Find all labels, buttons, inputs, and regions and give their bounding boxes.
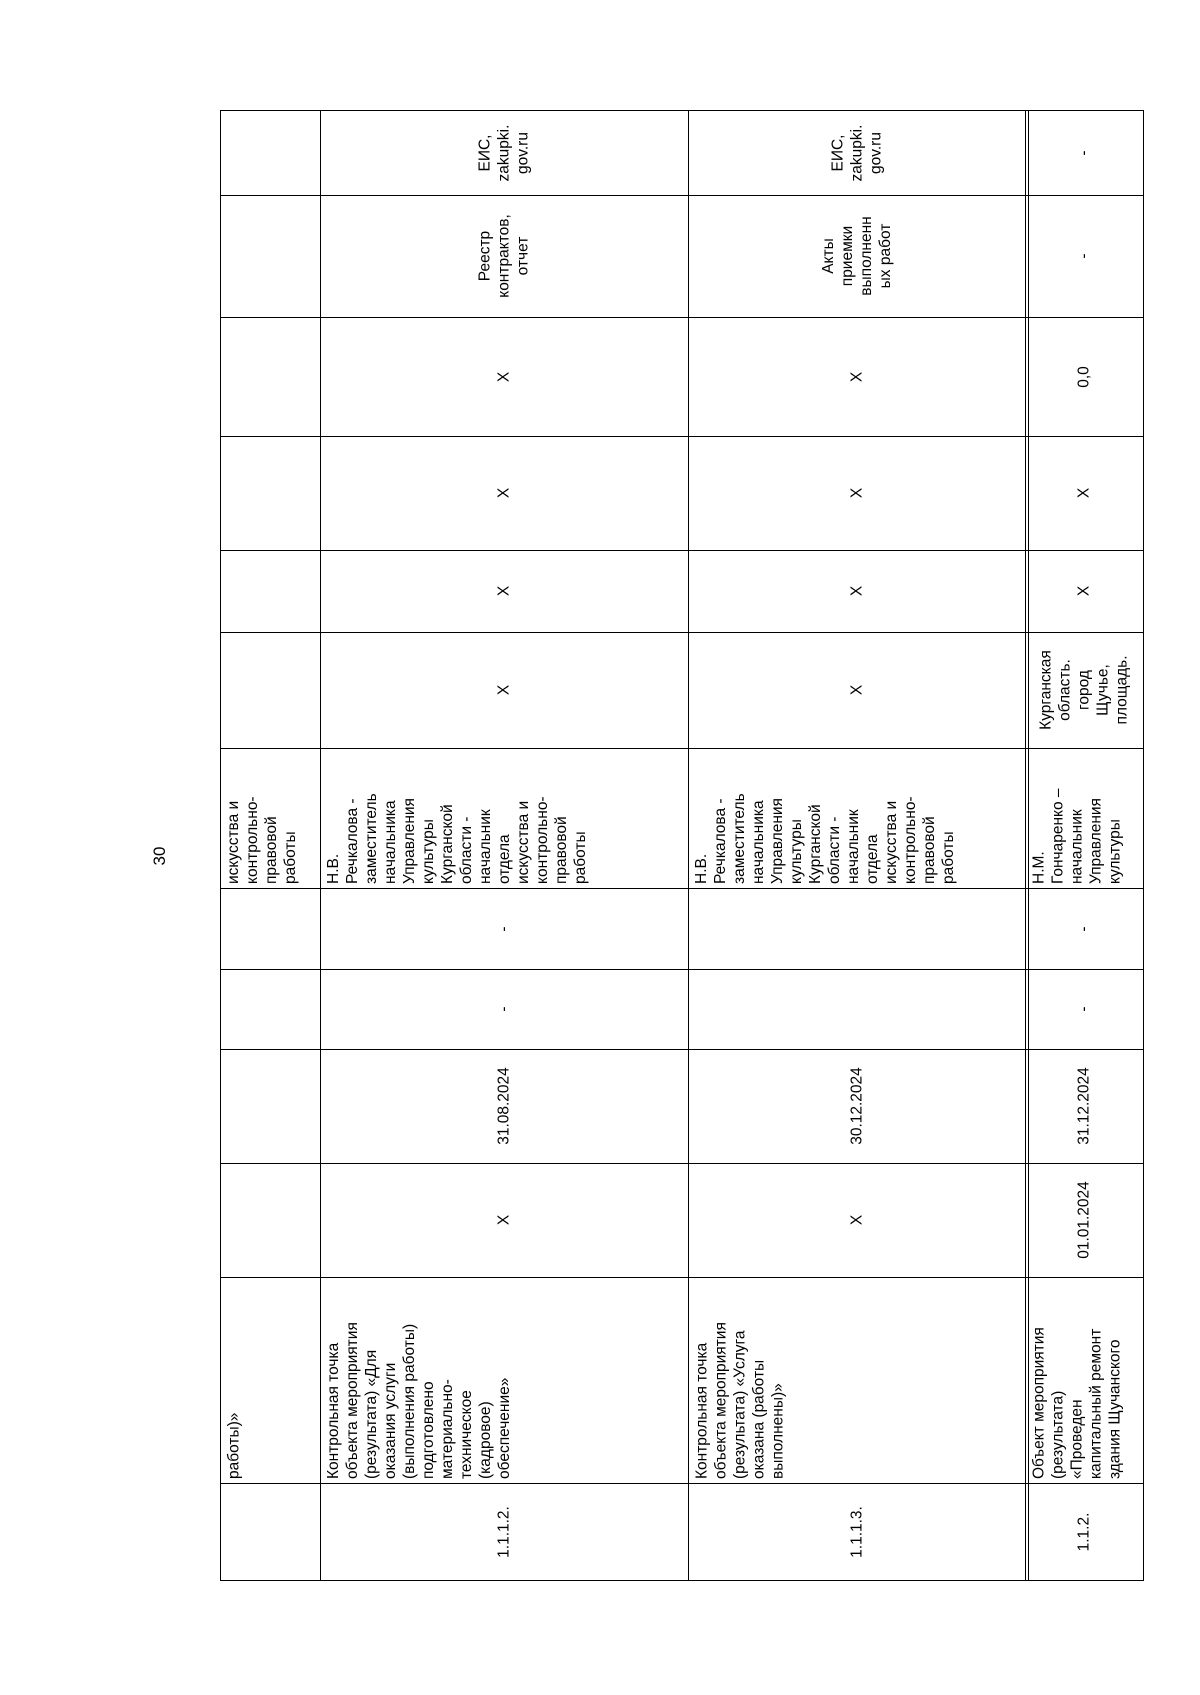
cell-text-line: выполнены)»	[769, 1383, 786, 1479]
cell-responsible	[688, 748, 1025, 888]
cell-document	[688, 195, 1025, 317]
cell-text-line: город	[1075, 670, 1093, 710]
cell-info-system	[1025, 110, 1143, 195]
cell-text-line: X	[848, 487, 865, 499]
cell-text-line: ЕИС,	[476, 134, 494, 171]
cell-text-line: площадь.	[1113, 655, 1131, 725]
cell-text-line: Н.В.	[693, 853, 710, 884]
cell-text-line: контрактов,	[495, 214, 513, 298]
cell-text-line: -	[495, 925, 513, 932]
cell-text-line: объекта мероприятия	[344, 1322, 361, 1479]
cell-text-line: 0,0	[1075, 365, 1093, 388]
cell-text-line: Управления	[769, 798, 786, 884]
cell-text-line: Курганская	[1037, 650, 1055, 730]
cell-text-line: приемки	[838, 225, 856, 287]
cell-text-line: Контрольная точка	[325, 1342, 342, 1479]
cell-text-line: 01.01.2024	[1075, 1181, 1093, 1259]
cell-text-line: материально-	[439, 1379, 456, 1479]
cell-amount	[1025, 317, 1143, 436]
cell-actual-end	[320, 888, 688, 969]
cell-text-line: zakupki.	[495, 124, 513, 181]
cell-number	[320, 1483, 688, 1580]
cell-col9	[1025, 436, 1143, 550]
cell-text-line: техническое	[458, 1390, 475, 1479]
cell-text-line: начальник	[845, 809, 862, 884]
cell-name	[1025, 1277, 1143, 1483]
cell-info-system	[688, 110, 1025, 195]
cell-text-line: 31.08.2024	[495, 1067, 513, 1145]
cell-text-line: работы)»	[225, 1412, 242, 1479]
cell-text-line: X	[495, 585, 513, 597]
cell-text-line: X	[848, 371, 865, 382]
cell-text-line: отдела	[864, 834, 881, 884]
cell-text-line: обеспечение»	[496, 1377, 513, 1479]
cell-text-line: -	[1075, 149, 1093, 156]
page-number: 30	[150, 846, 169, 866]
cell-col9	[320, 436, 688, 550]
cell-text-line: подготовлено	[420, 1381, 437, 1479]
cell-text-line: Акты	[819, 238, 837, 274]
cell-text-line: Объект мероприятия	[1030, 1327, 1047, 1479]
cell-text-line: (результата) «Для	[363, 1349, 380, 1479]
cell-text-line: культуры	[420, 819, 437, 884]
cell-amount	[688, 317, 1025, 436]
cell-document	[320, 195, 688, 317]
cell-responsible	[320, 748, 688, 888]
cell-end-date	[320, 1049, 688, 1163]
cell-text-line: 1.1.1.3.	[848, 1505, 865, 1558]
cell-text-line: X	[848, 585, 865, 597]
cell-text-line: X	[495, 684, 513, 696]
cell-text-line: -	[495, 1006, 513, 1012]
cell-text-line: контрольно-	[902, 796, 919, 884]
cell-location	[688, 632, 1025, 748]
cell-text-line: начальника	[382, 800, 399, 884]
cell-col8	[320, 550, 688, 632]
cell-responsible	[220, 748, 320, 888]
cell-text-line: Щучье,	[1094, 664, 1112, 716]
cell-text-line: искусства и	[515, 800, 532, 884]
cell-text-line: Гончаренко –	[1049, 788, 1066, 884]
cell-text-line: искусства и	[883, 800, 900, 884]
cell-text-line: начальника	[750, 800, 767, 884]
cell-name	[220, 1277, 320, 1483]
cell-text-line: культуры	[1106, 819, 1123, 884]
cell-text-line: zakupki.	[848, 124, 865, 181]
cell-text-line: Управления	[401, 798, 418, 884]
cell-text-line: контрольно-	[244, 796, 261, 884]
cell-text-line: Н.М.	[1030, 851, 1047, 884]
cell-text-line: заместитель	[731, 793, 748, 884]
cell-text-line: работы	[572, 831, 589, 884]
table-rule	[1143, 110, 1144, 1580]
cell-text-line: области -	[826, 816, 843, 884]
cell-text-line: капитальный ремонт	[1087, 1328, 1104, 1479]
cell-text-line: заместитель	[363, 793, 380, 884]
cell-responsible	[1025, 748, 1143, 888]
cell-start-date	[688, 1163, 1025, 1277]
cell-col8	[1025, 550, 1143, 632]
cell-text-line: Курганской	[807, 804, 824, 884]
table-rule	[220, 1580, 1144, 1581]
cell-number	[688, 1483, 1025, 1580]
cell-text-line: контрольно-	[534, 796, 551, 884]
cell-text-line: X	[495, 487, 513, 499]
cell-text-line: gov.ru	[514, 131, 532, 174]
cell-text-line: объекта мероприятия	[712, 1322, 729, 1479]
cell-text-line: работы	[940, 831, 957, 884]
cell-text-line: «Проведен	[1068, 1399, 1085, 1479]
cell-name	[320, 1277, 688, 1483]
cell-text-line: область.	[1056, 659, 1074, 721]
cell-start-date	[320, 1163, 688, 1277]
cell-text-line: оказана (работы	[750, 1359, 767, 1479]
cell-text-line: начальник	[477, 809, 494, 884]
cell-text-line: Курганской	[439, 804, 456, 884]
cell-text-line: X	[848, 684, 865, 696]
cell-info-system	[320, 110, 688, 195]
cell-text-line: (результата) «Услуга	[731, 1330, 748, 1479]
cell-text-line: Речкалова -	[344, 798, 361, 884]
cell-text-line: 31.12.2024	[1075, 1067, 1093, 1145]
cell-text-line: отчет	[514, 236, 532, 276]
cell-text-line: ЕИС,	[829, 134, 846, 171]
cell-text-line: культуры	[788, 819, 805, 884]
cell-text-line: правовой	[553, 816, 570, 884]
cell-text-line: Н.В.	[325, 853, 342, 884]
cell-location	[1025, 632, 1143, 748]
cell-end-date	[1025, 1049, 1143, 1163]
cell-text-line: (результата)	[1049, 1390, 1066, 1479]
cell-text-line: X	[1075, 487, 1093, 499]
cell-text-line: X	[848, 1214, 865, 1226]
cell-text-line: отдела	[496, 834, 513, 884]
cell-col9	[688, 436, 1025, 550]
cell-actual-start	[1025, 969, 1143, 1049]
cell-text-line: здания Щучанского	[1106, 1339, 1123, 1479]
cell-text-line: -	[1075, 253, 1093, 259]
cell-text-line: 1.1.2.	[1075, 1512, 1093, 1551]
cell-amount	[320, 317, 688, 436]
cell-text-line: X	[495, 371, 513, 382]
cell-number	[1025, 1483, 1143, 1580]
cell-end-date	[688, 1049, 1025, 1163]
cell-name	[688, 1277, 1025, 1483]
cell-text-line: Речкалова -	[712, 798, 729, 884]
cell-text-line: Контрольная точка	[693, 1342, 710, 1479]
cell-text-line: -	[1075, 925, 1093, 932]
cell-text-line: (кадровое)	[477, 1401, 494, 1479]
cell-text-line: выполненн	[857, 216, 875, 296]
cell-text-line: оказания услуги	[382, 1362, 399, 1479]
cell-text-line: X	[495, 1214, 513, 1226]
cell-text-line: искусства и	[225, 800, 242, 884]
cell-text-line: работы	[282, 831, 299, 884]
cell-actual-end	[1025, 888, 1143, 969]
cell-text-line: правовой	[263, 816, 280, 884]
cell-actual-start	[320, 969, 688, 1049]
cell-text-line: области -	[458, 816, 475, 884]
cell-text-line: ых работ	[876, 223, 894, 289]
cell-text-line: правовой	[921, 816, 938, 884]
cell-start-date	[1025, 1163, 1143, 1277]
cell-text-line: начальник	[1068, 809, 1085, 884]
cell-text-line: gov.ru	[867, 131, 884, 174]
cell-text-line: 1.1.1.2.	[495, 1505, 513, 1558]
cell-text-line: (выполнения работы)	[401, 1323, 418, 1479]
cell-text-line: 30.12.2024	[848, 1067, 865, 1145]
cell-text-line: -	[1075, 1006, 1093, 1012]
cell-text-line: X	[1075, 585, 1093, 597]
cell-col8	[688, 550, 1025, 632]
cell-document	[1025, 195, 1143, 317]
cell-text-line: Реестр	[476, 230, 494, 282]
cell-location	[320, 632, 688, 748]
cell-text-line: Управления	[1087, 798, 1104, 884]
